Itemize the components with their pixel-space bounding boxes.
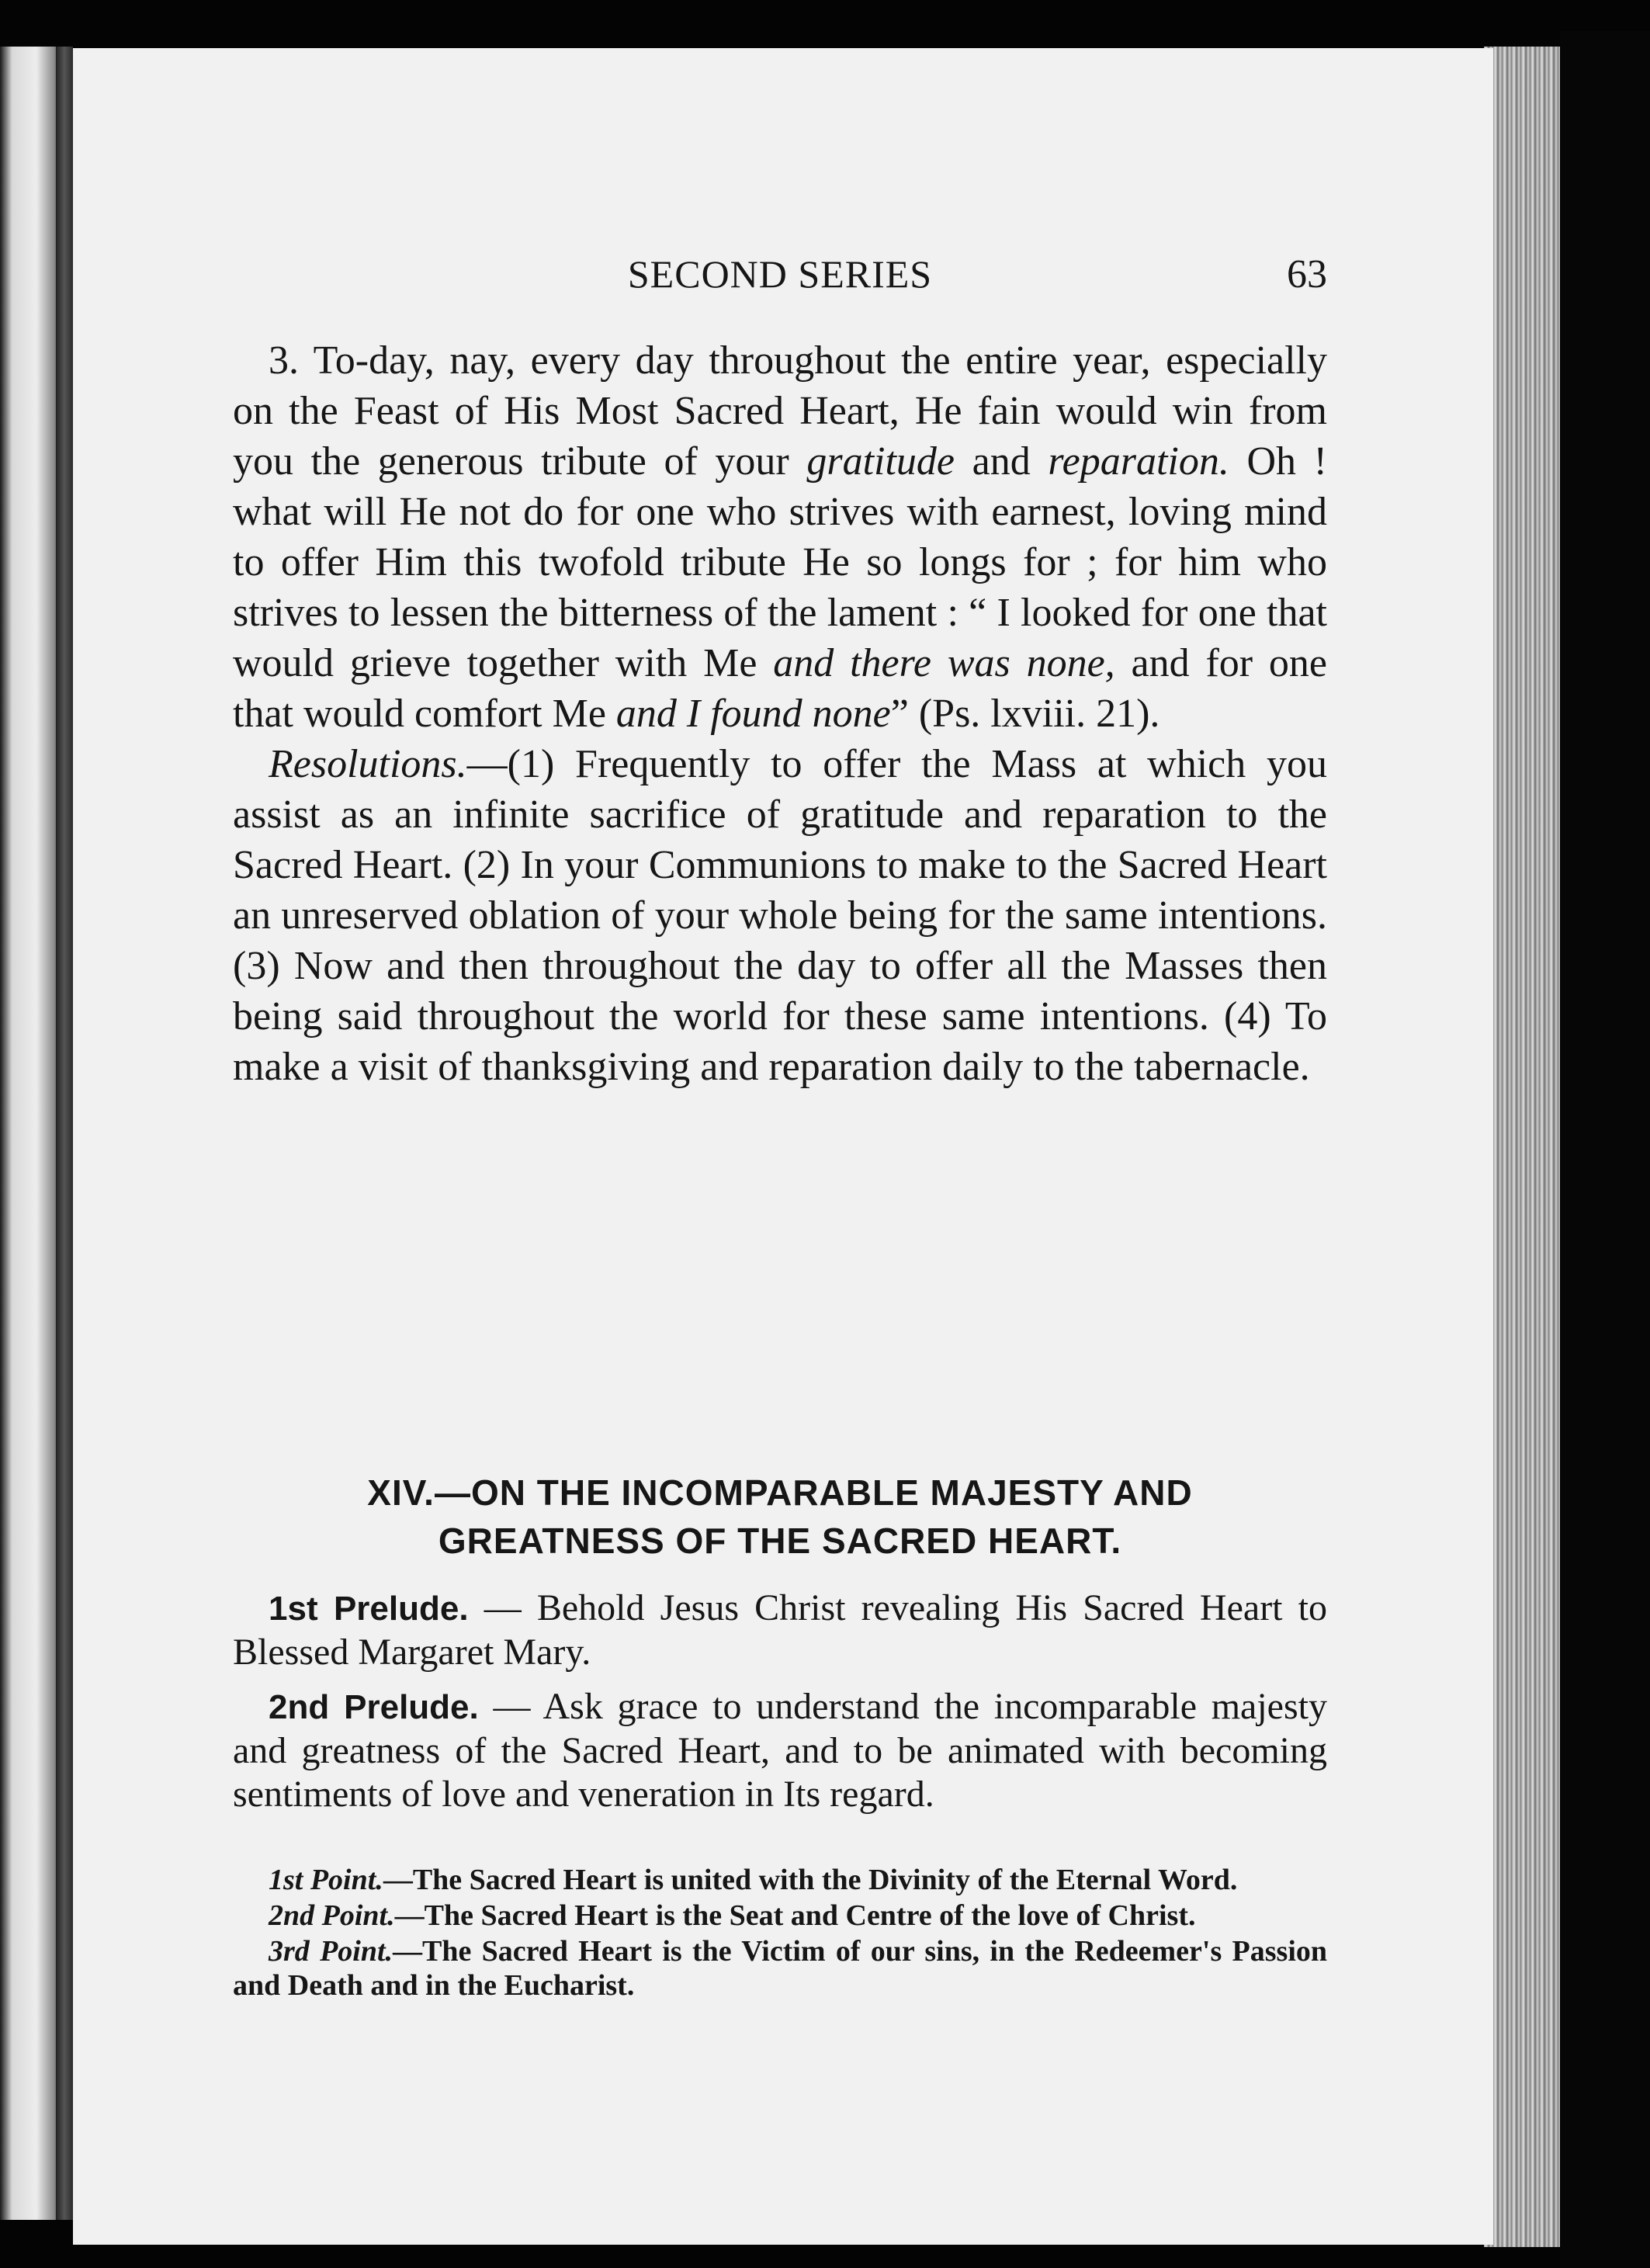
emphasis-there-was-none: and there was none, bbox=[773, 641, 1115, 685]
page-number: 63 bbox=[1287, 252, 1327, 297]
resolutions-text: —(1) Frequently to offer the Mass at which you assist as an infinite sacrifice of gratitude and reparation to the Sacred Heart. (2) In your Communions to make to the Sacred Heart an unreserved oblation of your whole being for the same intentions. (3) Now and then throughout the day to offer all the Masses then being said throughout the world for these same intentions. (4) To make a visit of thanksgiving and reparation daily to the tabernacle. bbox=[233, 742, 1327, 1089]
emphasis-reparation: reparation. bbox=[1048, 439, 1229, 484]
point-item bbox=[233, 1863, 1327, 1897]
running-title: SECOND SERIES bbox=[627, 252, 933, 296]
point-item bbox=[233, 1934, 1327, 2003]
point-item bbox=[233, 1899, 1327, 1933]
paragraph-3-text: 3. To-day, nay, every day throughout the entire year, especially on the Feast of His Most Sacred Heart, He fain would win from you the generous tribute of your bbox=[233, 338, 1327, 484]
point-label: 2nd Point. bbox=[269, 1899, 395, 1932]
point-label: 1st Point. bbox=[269, 1864, 383, 1896]
prelude-1 bbox=[233, 1587, 1327, 1674]
background-shadow bbox=[1560, 31, 1650, 2268]
section-heading-line-2: GREATNESS OF THE SACRED HEART. bbox=[438, 1521, 1122, 1561]
resolutions-label: Resolutions. bbox=[269, 742, 467, 786]
paragraph-3-text: and for one that would comfort Me bbox=[233, 641, 1327, 736]
prelude-2-text: — Ask grace to understand the incomparable majesty and greatness of the Sacred Heart, and to be animated with becoming sentiments of love and veneration in Its regard. bbox=[233, 1686, 1327, 1815]
book-gutter bbox=[56, 47, 73, 2220]
point-text: —The Sacred Heart is the Victim of our sins, in the Redeemer's Passion and Death and in the Eucharist. bbox=[233, 1935, 1328, 2002]
facing-page-edge bbox=[0, 47, 61, 2220]
book-page bbox=[73, 48, 1493, 2245]
point-text: —The Sacred Heart is the Seat and Centre of the love of Christ. bbox=[394, 1899, 1196, 1932]
point-text: —The Sacred Heart is united with the Divinity of the Eternal Word. bbox=[383, 1864, 1238, 1896]
paragraph-3-text: ” (Ps. lxviii. 21). bbox=[890, 692, 1160, 736]
prelude-2 bbox=[233, 1685, 1327, 1816]
paragraph-3-text: and bbox=[955, 439, 1049, 484]
prelude-1-text: — Behold Jesus Christ revealing His Sacred Heart to Blessed Margaret Mary. bbox=[233, 1587, 1327, 1673]
paragraph-3 bbox=[233, 335, 1327, 739]
section-heading-line-1: XIV.—ON THE INCOMPARABLE MAJESTY AND bbox=[367, 1472, 1193, 1513]
body-text bbox=[233, 335, 1327, 1092]
emphasis-found-none: and I found none bbox=[615, 692, 891, 736]
prelude-1-label: 1st Prelude. bbox=[269, 1590, 469, 1628]
section-heading bbox=[233, 1469, 1327, 1565]
resolutions-paragraph bbox=[233, 739, 1327, 1092]
paragraph-3-text: Oh ! what will He not do for one who strives with earnest, loving mind to offer Him this twofold tribute He so longs for ; for him who strives to lessen the bitterness of the lament : “ I looked for one that would grieve together with Me bbox=[233, 439, 1327, 685]
emphasis-gratitude: gratitude bbox=[806, 439, 955, 484]
preludes bbox=[233, 1587, 1327, 1827]
running-header bbox=[233, 251, 1327, 314]
prelude-2-label: 2nd Prelude. bbox=[269, 1688, 479, 1726]
page-block-edge bbox=[1484, 47, 1569, 2247]
point-label: 3rd Point. bbox=[269, 1935, 393, 1968]
points-list bbox=[233, 1863, 1327, 2004]
